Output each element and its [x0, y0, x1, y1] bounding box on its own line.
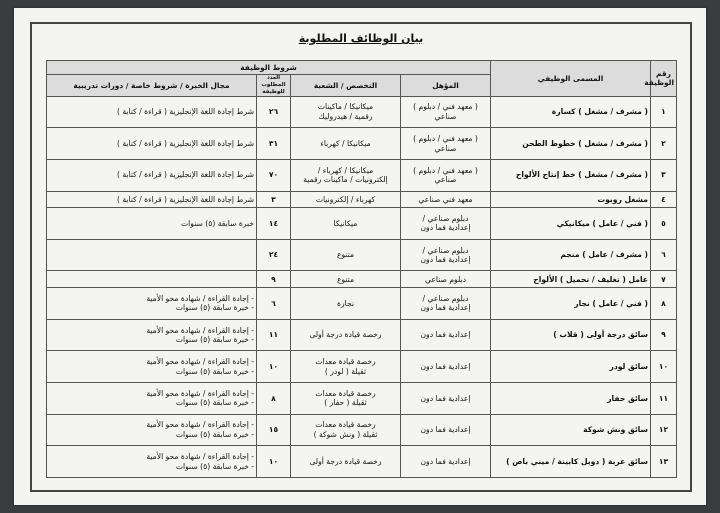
cell-count: ٢٦: [257, 96, 291, 128]
cell-qualification: [401, 319, 491, 351]
exp-line: - خبرة سابقة (٥) سنوات: [175, 398, 254, 408]
qual-line: إعدادية فما دون: [420, 393, 471, 403]
table-row: [47, 446, 677, 478]
jobs-table-wrapper: [46, 60, 676, 478]
exp-line: - إجادة القراءة / شهادة محو الأمية: [146, 388, 254, 398]
cell-specialization: [291, 382, 401, 414]
exp-line: - خبرة سابقة (٥) سنوات: [175, 429, 254, 439]
cell-count: ٩: [257, 271, 291, 288]
cell-qualification: [401, 382, 491, 414]
cell-qualification: [401, 351, 491, 383]
spec-line: رخصة قيادة معدات: [315, 388, 376, 398]
cell-specialization: [291, 159, 401, 191]
qual-line: إعدادية فما دون: [420, 425, 471, 435]
table-row: [47, 288, 677, 320]
cell-number: ١٢: [651, 414, 677, 446]
spec-line: ثقيلة ( لودر ): [324, 366, 367, 376]
cell-job-title: ( مشرف / مشغل ) كسارة: [491, 96, 651, 128]
cell-job-title: سائق عربة ( دوبل كابينة / ميني باص ): [491, 446, 651, 478]
spec-line: ميكانيكا / كهرباء /: [317, 165, 374, 175]
cell-experience: [47, 271, 257, 288]
exp-line: - إجادة القراءة / شهادة محو الأمية: [146, 420, 254, 430]
qual-line: ( معهد فني / دبلوم ): [413, 102, 478, 112]
cell-qualification: [401, 96, 491, 128]
spec-line: ميكانيكا / ماكينات: [317, 102, 374, 112]
spec-line: كهرباء / إلكترونيات: [315, 194, 376, 204]
cell-experience: [47, 159, 257, 191]
exp-line: شرط إجادة اللغة الإنجليزية ( قراءة / كتابة ): [116, 170, 254, 180]
qual-line: إعدادية فما دون: [420, 223, 471, 233]
table-row: [47, 159, 677, 191]
cell-specialization: [291, 319, 401, 351]
cell-qualification: [401, 191, 491, 208]
qual-line: دبلوم صناعي /: [422, 213, 469, 223]
qual-line: دبلوم صناعي: [425, 274, 466, 284]
table-row: [47, 128, 677, 160]
qual-line: إعدادية فما دون: [420, 361, 471, 371]
cell-experience: [47, 319, 257, 351]
qual-line: إعدادية فما دون: [420, 303, 471, 313]
cell-number: ٣: [651, 159, 677, 191]
cell-count: ١١: [257, 319, 291, 351]
title-text: بيان الوظائف المطلوبة: [298, 32, 424, 45]
cell-number: ٢: [651, 128, 677, 160]
spec-line: إلكترونيات / ماكينات رقمية: [303, 175, 388, 185]
cell-count: ١٤: [257, 208, 291, 240]
qual-line: إعدادية فما دون: [420, 456, 471, 466]
cell-experience: [47, 239, 257, 271]
qual-line: صناعي: [434, 111, 457, 121]
cell-job-title: سائق درجة أولى ( قلاب ): [491, 319, 651, 351]
header-number: رقم الوظيفة: [651, 61, 677, 97]
qual-line: ( معهد فني / دبلوم ): [413, 134, 478, 144]
cell-experience: [47, 208, 257, 240]
cell-specialization: [291, 351, 401, 383]
qual-line: إعدادية فما دون: [420, 330, 471, 340]
cell-qualification: [401, 208, 491, 240]
document-frame: [30, 22, 692, 492]
header-conditions: شروط الوظيفة: [47, 61, 491, 75]
cell-count: ٦: [257, 288, 291, 320]
cell-number: ٥: [651, 208, 677, 240]
cell-qualification: [401, 288, 491, 320]
exp-line: خبرة سابقة (٥) سنوات: [181, 218, 254, 228]
cell-number: ٤: [651, 191, 677, 208]
spec-line: نجارة: [337, 298, 354, 308]
cell-experience: [47, 351, 257, 383]
cell-specialization: [291, 191, 401, 208]
exp-line: شرط إجادة اللغة الإنجليزية ( قراءة / كتابة ): [116, 138, 254, 148]
cell-qualification: [401, 271, 491, 288]
cell-specialization: [291, 96, 401, 128]
spec-line: رخصة قيادة معدات: [315, 420, 376, 430]
header-job-title: المسمى الوظيفي: [491, 61, 651, 97]
spec-line: ثقيلة ( ونش شوكة ): [313, 429, 378, 439]
cell-experience: [47, 128, 257, 160]
table-row: [47, 414, 677, 446]
cell-job-title: مشغل روبوت: [491, 191, 651, 208]
document-title: [32, 32, 690, 50]
exp-line: - إجادة القراءة / شهادة محو الأمية: [146, 325, 254, 335]
cell-count: ١٠: [257, 446, 291, 478]
cell-count: ٧٠: [257, 159, 291, 191]
cell-number: ١: [651, 96, 677, 128]
cell-job-title: سائق لودر: [491, 351, 651, 383]
table-row: [47, 382, 677, 414]
cell-number: ١١: [651, 382, 677, 414]
cell-job-title: ( فني / عامل ) ميكانيكي: [491, 208, 651, 240]
qual-line: إعدادية فما دون: [420, 255, 471, 265]
spec-line: رخصة قيادة درجة أولى: [309, 456, 382, 466]
qual-line: دبلوم صناعي /: [422, 245, 469, 255]
exp-line: - خبرة سابقة (٥) سنوات: [175, 366, 254, 376]
exp-line: - إجادة القراءة / شهادة محو الأمية: [146, 357, 254, 367]
cell-job-title: ( مشرف / عامل ) منجم: [491, 239, 651, 271]
spec-line: ميكانيكا / كهرباء: [320, 138, 371, 148]
document-paper: [14, 8, 706, 505]
header-count: العدد المطلوب للوظيفة: [257, 75, 291, 97]
table-row: [47, 239, 677, 271]
table-row: [47, 351, 677, 383]
table-row: [47, 191, 677, 208]
exp-line: - خبرة سابقة (٥) سنوات: [175, 303, 254, 313]
spec-line: ميكانيكا: [333, 218, 358, 228]
spec-line: ثقيلة ( حفار ): [324, 398, 367, 408]
cell-qualification: [401, 239, 491, 271]
spec-line: رخصة قيادة معدات: [315, 357, 376, 367]
table-row: [47, 96, 677, 128]
cell-count: ٢٤: [257, 239, 291, 271]
cell-job-title: ( مشرف / مشغل ) خط إنتاج الألواح: [491, 159, 651, 191]
cell-number: ١٠: [651, 351, 677, 383]
cell-experience: [47, 382, 257, 414]
jobs-table: [46, 60, 677, 478]
cell-job-title: ( فني / عامل ) نجار: [491, 288, 651, 320]
cell-experience: [47, 446, 257, 478]
cell-count: ١٥: [257, 414, 291, 446]
cell-qualification: [401, 414, 491, 446]
spec-line: متنوع: [336, 250, 355, 260]
cell-qualification: [401, 128, 491, 160]
table-body: [47, 96, 677, 477]
cell-experience: [47, 414, 257, 446]
cell-specialization: [291, 128, 401, 160]
exp-line: - خبرة سابقة (٥) سنوات: [175, 461, 254, 471]
cell-job-title: ( مشرف / مشغل ) خطوط الطحن: [491, 128, 651, 160]
cell-qualification: [401, 159, 491, 191]
qual-line: صناعي: [434, 143, 457, 153]
exp-line: - إجادة القراءة / شهادة محو الأمية: [146, 452, 254, 462]
cell-job-title: عامل ( تغليف / تحميل ) الألواح: [491, 271, 651, 288]
cell-number: ٨: [651, 288, 677, 320]
cell-specialization: [291, 271, 401, 288]
header-experience: مجال الخبرة / شروط خاصة / دورات تدريبية: [47, 75, 257, 97]
cell-count: ١٠: [257, 351, 291, 383]
qual-line: معهد فني صناعي: [418, 194, 473, 204]
spec-line: رقمية / هيدروليك: [318, 111, 373, 121]
exp-line: - خبرة سابقة (٥) سنوات: [175, 335, 254, 344]
header-qualification: المؤهل: [401, 75, 491, 97]
cell-specialization: [291, 288, 401, 320]
header-specialization: التخصص / الشعبة: [291, 75, 401, 97]
cell-specialization: [291, 208, 401, 240]
cell-count: ٣: [257, 191, 291, 208]
cell-count: ٨: [257, 382, 291, 414]
cell-job-title: سائق حفار: [491, 382, 651, 414]
spec-line: رخصة قيادة درجة أولى: [309, 330, 382, 340]
qual-line: صناعي: [434, 175, 457, 185]
cell-number: ٧: [651, 271, 677, 288]
cell-specialization: [291, 446, 401, 478]
cell-count: ٣١: [257, 128, 291, 160]
cell-number: ٩: [651, 319, 677, 351]
cell-specialization: [291, 239, 401, 271]
exp-line: شرط إجادة اللغة الإنجليزية ( قراءة / كتابة ): [116, 107, 254, 117]
exp-line: - إجادة القراءة / شهادة محو الأمية: [146, 293, 254, 303]
cell-experience: [47, 288, 257, 320]
qual-line: دبلوم صناعي /: [422, 293, 469, 303]
cell-experience: [47, 96, 257, 128]
spec-line: متنوع: [336, 274, 355, 284]
table-row: [47, 208, 677, 240]
table-row: [47, 319, 677, 351]
cell-job-title: سائق ونش شوكة: [491, 414, 651, 446]
cell-qualification: [401, 446, 491, 478]
cell-specialization: [291, 414, 401, 446]
cell-number: ١٣: [651, 446, 677, 478]
exp-line: شرط إجادة اللغة الإنجليزية ( قراءة / كتابة ): [116, 194, 254, 204]
table-row: [47, 271, 677, 288]
cell-experience: [47, 191, 257, 208]
cell-number: ٦: [651, 239, 677, 271]
qual-line: ( معهد فني / دبلوم ): [413, 165, 478, 175]
